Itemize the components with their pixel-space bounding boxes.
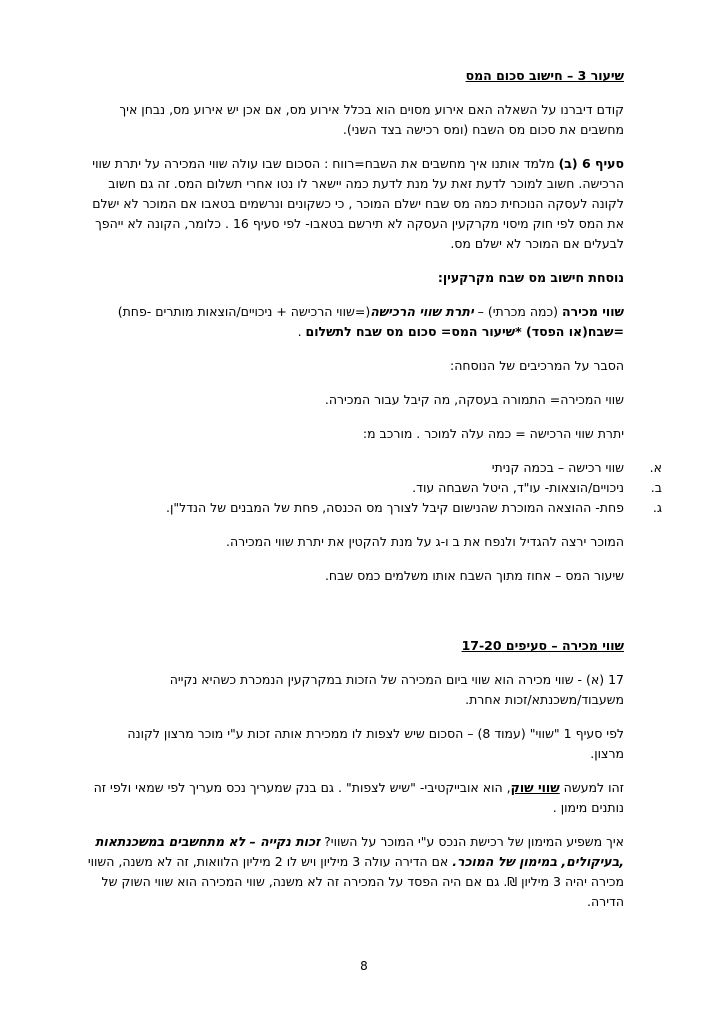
components-list: [104, 458, 662, 518]
list-marker: א.: [649, 460, 662, 475]
sale-p4-line-1: [4, 832, 624, 852]
formula-paragraph: [104, 302, 624, 342]
sale-p1-line-1: 17 (א) - שווי מכירה הוא שווי ביום המכירה של הזכות במקרקעין הנמכרת כשהיא נקייה: [169, 672, 624, 687]
sale-paragraph-2: [104, 724, 624, 764]
formula-title: נוסחת חישוב מס שבח מקרקעין:: [437, 270, 624, 285]
sale-paragraph-3: [4, 778, 624, 818]
sale-p4-example: אם הדירה עולה 3 מיליון ויש לו 2 מיליון הלוואות, זה לא משנה, השווי: [87, 854, 453, 869]
intro-line-2: מחשבים את סכום מס השבח (ומס רכישה בצד השני).: [342, 122, 624, 137]
list-item: [104, 478, 662, 498]
page-number: 8: [360, 959, 368, 973]
section-6-line-5: לבעלים אם המוכר לא ישלם מס.: [450, 236, 624, 251]
formula-result: =שבח(או הפסד) *שיעור המס= סכום מס שבח לתשלום: [305, 324, 624, 339]
sale-paragraph-1: [104, 670, 624, 710]
sale-p1-line-2: משעבוד/משכנתא/זכות אחרת.: [465, 692, 624, 707]
sale-p4-liens: ,בעיקולים, במימון של המוכר.: [452, 854, 624, 869]
section-6-line-2: הרכישה. חשוב למוכר לדעת זאת על מנת לדעת כמה יישאר לו נטו אחרי תשלום המס. זה גם חשוב: [108, 176, 624, 191]
sale-paragraph-4: [4, 832, 624, 912]
formula-sale-note: (כמה מכרתי) –: [473, 304, 562, 319]
formula-sale-value: שווי מכירה: [561, 304, 624, 319]
sale-p4-line-3: מכירה יהיה 3 מיליון ₪. גם אם היה הפסד על המכירה זה לא משנה, שווי המכירה הוא שווי השוק של: [101, 874, 624, 889]
sale-section-title: שווי מכירה – סעיפים 17-20: [461, 638, 624, 653]
formula-line-1: [104, 302, 624, 322]
list-item: [104, 498, 662, 518]
explain-seller: המוכר ירצה להגדיל ולנפח את ב ו-ג על מנת להקטין את יתרת שווי המכירה.: [226, 534, 624, 549]
explain-sale-value: שווי המכירה= התמורה בעסקה, מה קיבל עבור המכירה.: [324, 392, 624, 407]
section-6-line-4: את המס לפי חוק מיסוי מקרקעין העסקה לא תירשם בטאבו- לפי סעיף 16 . כלומר, הקונה לא ייהפך: [95, 216, 624, 231]
sale-p2-line-2: מרצון.: [590, 746, 624, 761]
explain-balance: יתרת שווי הרכישה = כמה עלה למוכר . מורכב מ:: [362, 426, 624, 441]
intro-paragraph: [104, 100, 624, 140]
list-marker: ג.: [652, 500, 662, 515]
section-6-ref: סעיף 6 (ב): [558, 156, 624, 171]
list-item: [104, 458, 662, 478]
sale-p4-question: איך משפיע המימון של רכישת הנכס ע"י המוכר על השווי?: [320, 834, 624, 849]
section-6-line-1: [4, 154, 624, 174]
section-gap: [104, 600, 624, 636]
list-text: שווי רכישה – בכמה קניתי: [491, 460, 624, 475]
section-6-paragraph: [4, 154, 624, 254]
sale-p4-line-2: [4, 852, 624, 872]
sale-p3-line-2: נותנים מימון .: [552, 800, 624, 815]
section-6-line-3: לקונה לעסקה הנוכחית כמה מס שבח ישלם המוכר , כי כשקונים ונרשמים בטאבו אם המוכר לא ישלם: [92, 196, 624, 211]
sale-p2-line-1: לפי סעיף 1 "שווי" (עמוד 8) – הסכום שיש לצפות לו ממכירת אותה זכות ע"י מוכר מרצון לקונה: [127, 726, 624, 741]
list-marker: ב.: [650, 480, 662, 495]
lesson-title: שיעור 3 – חישוב סכום המס: [465, 68, 624, 83]
formula-end: .: [297, 324, 306, 339]
explain-rate: שיעור המס – אחוז מתוך השבח אותו משלמים כמס שבח.: [324, 568, 624, 583]
explain-heading: הסבר על המרכיבים של הנוסחה:: [449, 358, 624, 373]
sale-p3-rest: , הוא אובייקטיבי- "שיש לצפות" . גם בנק שמעריך נכס מעריך לפי שמאי ולפי זה: [93, 780, 511, 795]
list-text: ניכויים/הוצאות- עו"ד, היטל השבחה עוד.: [412, 480, 624, 495]
sale-p3-line-1: [4, 778, 624, 798]
intro-line-1: קודם דיברנו על השאלה האם אירוע מסוים הוא בכלל אירוע מס, אם אכן יש אירוע מס, נבחן איך: [119, 102, 624, 117]
formula-balance: יתרת שווי הרכישה: [370, 304, 474, 319]
market-value-term: שווי שוק: [510, 780, 560, 795]
section-6-text-1: מלמד אותנו איך מחשבים את השבח=רווח : הסכום שבו עולה שווי המכירה על יתרת שווי: [92, 156, 559, 171]
sale-p4-clean-right: זכות נקייה – לא מתחשבים במשכנתאות: [95, 834, 321, 849]
formula-line-2: [104, 322, 624, 342]
formula-balance-note: (=שווי הרכישה + ניכויים/הוצאות מותרים -פחת): [117, 304, 371, 319]
sale-p4-line-4: הדירה.: [587, 894, 624, 909]
sale-p3-start: זהו למעשה: [559, 780, 624, 795]
list-text: פחת- ההוצאה המוכרת שהנישום קיבל לצורך מס הכנסה, פחת של המבנים של הנדל"ן.: [165, 500, 624, 515]
